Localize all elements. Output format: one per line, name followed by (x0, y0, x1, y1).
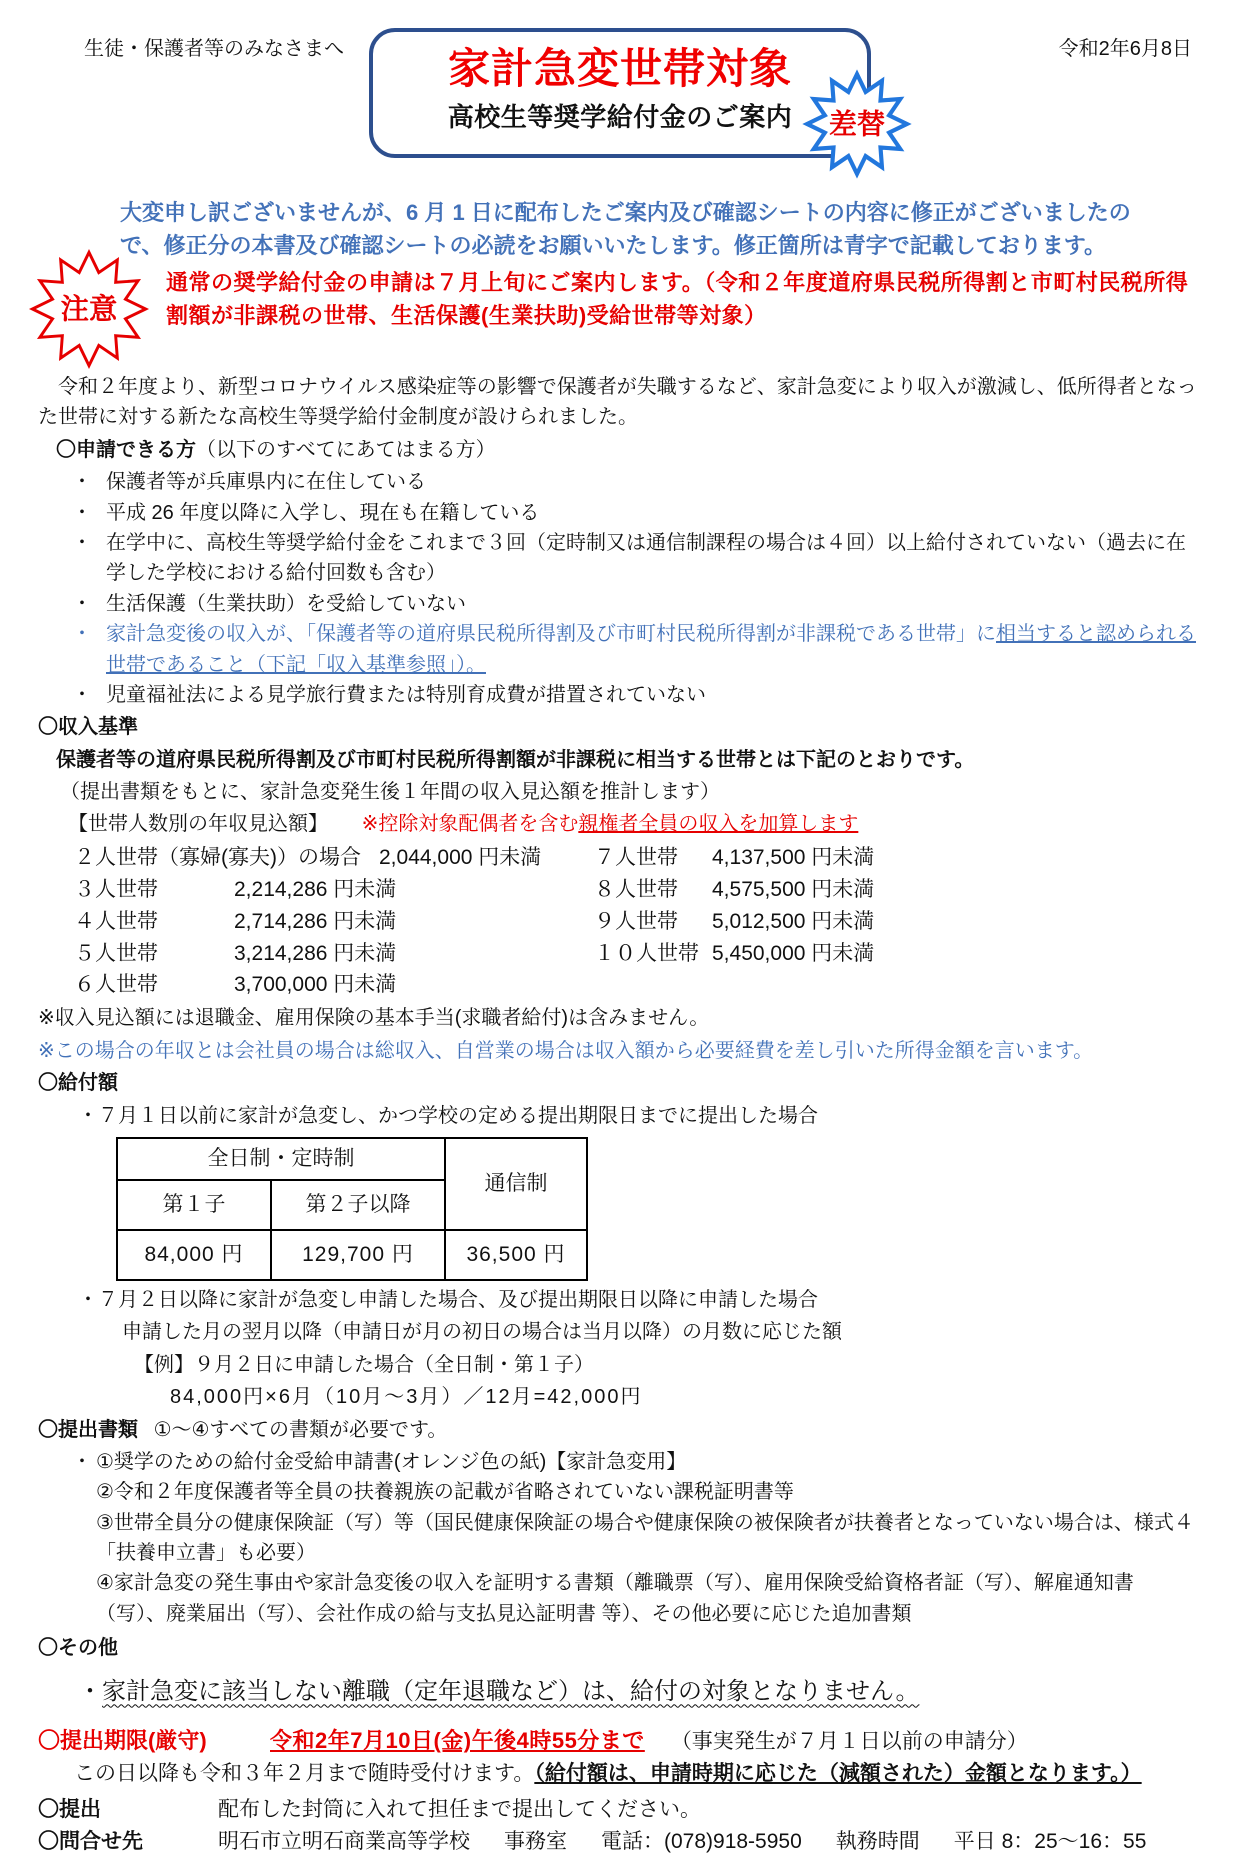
income-row-label: ６人世帯 (74, 973, 158, 997)
contact-office: 事務室 (504, 1829, 567, 1853)
income-row-amount: 4,137,500 円未満 (712, 845, 875, 869)
bullet-glyph: ・ (72, 683, 92, 706)
caution-text: 通常の奨学給付金の申請は７月上旬にご案内します。（令和２年度道府県民税所得割と市町村民税所得割額が非課税の世帯、生活保護(生業扶助)受給世帯等対象） (166, 270, 1189, 328)
eligibility-bullet-4-text: 生活保護（生業扶助）を受給していない (106, 592, 466, 615)
benefit-example-line1: 【例】９月２日に申請した場合（全日制・第１子） (134, 1353, 594, 1376)
eligibility-bullet-5 (72, 619, 1202, 680)
revision-badge-label: 差替 (828, 108, 886, 140)
income-lead: 保護者等の道府県民税所得割及び市町村民税所得割額が非課税に相当する世帯とは下記のとおりです。 (56, 748, 975, 771)
eligibility-bullet-5-text (106, 619, 1202, 680)
eligibility-bullet-2-text: 平成 26 年度以降に入学し、現在も在籍している (106, 501, 540, 524)
income-row-2 (74, 874, 1202, 906)
income-row-label: ８人世帯 (594, 877, 678, 901)
correction-notice: 大変申し訳ございませんが、6 月 1 日に配布したご案内及び確認シートの内容に修正がございましたので、修正分の本書及び確認シートの必読をお願いいたします。修正箇所は青字で記載しております。 (120, 200, 1131, 258)
eligibility-bullet-1-text: 保護者等が兵庫県内に在住している (106, 471, 426, 494)
submission-heading: 〇提出 (38, 1797, 101, 1821)
income-row-amount: 5,450,000 円未満 (712, 941, 875, 965)
income-row-amount: 3,700,000 円未満 (234, 973, 397, 997)
contact-row (38, 1826, 1202, 1858)
benefit-heading: 〇給付額 (38, 1072, 118, 1095)
documents-heading-line (38, 1415, 1202, 1445)
bullet-glyph: ・ (78, 1677, 102, 1705)
header (38, 28, 1202, 186)
bullet-glyph: ・ (72, 471, 92, 494)
bullet-glyph: ・ (72, 531, 92, 554)
income-row-amount: 2,044,000 円未満 (379, 845, 542, 869)
eligibility-heading-note: （以下のすべてにあてはまる方） (196, 438, 496, 461)
contact-school: 明石市立明石商業高等学校 (218, 1829, 470, 1853)
benefit-value-tsushin: 36,500 円 (445, 1230, 587, 1280)
contact-heading: 〇問合せ先 (38, 1829, 143, 1853)
income-row-amount: 5,012,500 円未満 (712, 909, 875, 933)
eligibility-heading-label: 〇申請できる方 (56, 438, 196, 461)
income-table (74, 842, 1202, 1002)
document-item-4 (72, 1568, 1202, 1629)
income-note-blue: ※この場合の年収とは会社員の場合は総収入、自営業の場合は収入額から必要経費を差し引いた所得金額を言います。 (38, 1039, 1094, 1062)
eligibility-bullet-3-text: 在学中に、高校生等奨学給付金をこれまで３回（定時制又は通信制課程の場合は４回）以上給付されていない（過去に在学した学校における給付回数も含む） (106, 531, 1186, 585)
contact-phone: 電話：(078)918-5950 (601, 1829, 802, 1853)
documents-heading-note: ①～④すべての書類が必要です。 (153, 1418, 448, 1441)
other-bullet-text: 家計急変に該当しない離職（定年退職など）は、給付の対象となりません。 (102, 1677, 920, 1705)
income-red-note-pre: ※控除対象配偶者を含む (361, 813, 579, 836)
income-row-amount: 2,714,286 円未満 (234, 909, 397, 933)
income-row-label: ７人世帯 (594, 845, 678, 869)
bullet-glyph: ・ (72, 623, 92, 646)
eligibility-bullet-5-underlined: 相当すると認められる世帯であること（下記「収入基準参照」）。 (106, 623, 1196, 676)
eligibility-bullet-4 (72, 589, 1202, 619)
income-row-label: ４人世帯 (74, 909, 158, 933)
benefit-col-child2: 第２子以降 (271, 1180, 445, 1230)
contact-hours: 平日 8：25～16：55 (953, 1829, 1147, 1853)
income-row-4 (74, 938, 1202, 970)
document-date: 令和2年6月8日 (1058, 38, 1192, 60)
benefit-amount-table (116, 1137, 588, 1281)
eligibility-bullet-5-pre: 家計急変後の収入が、「保護者等の道府県民税所得割及び市町村民税所得割が非課税である世帯」に (106, 623, 996, 646)
document-item-1 (72, 1447, 1202, 1477)
benefit-value-child2: 129,700 円 (271, 1230, 445, 1280)
deadline-heading: 〇提出期限(厳守) (38, 1728, 207, 1754)
benefit-col-tsushin: 通信制 (445, 1138, 587, 1230)
page-title: 家計急変世帯対象 (447, 45, 792, 92)
deadline-row (38, 1724, 1202, 1758)
audience-text: 生徒・保護者等のみなさまへ (84, 38, 344, 60)
income-row-label: ５人世帯 (74, 941, 158, 965)
income-row-1 (74, 842, 1202, 874)
caution-block (38, 266, 1202, 370)
eligibility-bullet-6-text: 児童福祉法による見学旅行費または特別育成費が措置されていない (106, 683, 706, 706)
benefit-col-group: 全日制・定時制 (117, 1138, 445, 1180)
deadline-line2 (74, 1758, 1202, 1790)
income-row-amount: 4,575,500 円未満 (712, 877, 875, 901)
income-note-black: ※収入見込額には退職金、雇用保険の基本手当(求職者給付)は含みません。 (38, 1007, 710, 1030)
eligibility-bullet-1 (72, 467, 1202, 497)
eligibility-heading (56, 435, 1202, 465)
page-subtitle: 高校生等奨学給付金のご案内 (447, 102, 793, 133)
caution-badge-label: 注意 (60, 293, 118, 326)
income-row-label: ２人世帯（寡婦(寡夫)）の場合 (74, 845, 361, 869)
other-heading: 〇その他 (38, 1637, 118, 1660)
bullet-glyph: ・ (72, 592, 92, 615)
income-row-3 (74, 906, 1202, 938)
bullet-glyph: ・ (72, 1450, 92, 1473)
eligibility-bullet-2 (72, 498, 1202, 528)
contact-hours-label: 執務時間 (835, 1829, 920, 1853)
deadline-date: 令和2年7月10日(金)午後4時55分まで (270, 1728, 645, 1754)
other-bullet (78, 1674, 1202, 1710)
document-item-4-text: ④家計急変の発生事由や家計急変後の収入を証明する書類（離職票（写）、雇用保険受給資格者証（写）、解雇通知書（写）、廃業届出（写）、会社作成の給与支払見込証明書 等）、その他必要に応じた追加書類 (96, 1572, 1134, 1625)
bullet-glyph (72, 1508, 96, 1569)
income-red-note-underlined: 親権者全員の収入を加算します (578, 813, 859, 836)
income-row-amount: 2,214,286 円未満 (234, 877, 397, 901)
benefit-case2-line1: ・７月２日以降に家計が急変し申請した場合、及び提出期限日以降に申請した場合 (78, 1288, 818, 1311)
contact-info (218, 1826, 1146, 1858)
bullet-glyph (72, 1568, 96, 1629)
benefit-example-line2: 84,000円×6月（10月～3月）／12月=42,000円 (170, 1386, 643, 1409)
bullet-glyph: ・ (72, 501, 92, 524)
income-label-line (68, 809, 1202, 839)
benefit-col-child1: 第１子 (117, 1180, 271, 1230)
income-row-label: １０人世帯 (594, 941, 699, 965)
income-row-amount: 3,214,286 円未満 (234, 941, 397, 965)
bullet-glyph (72, 1477, 96, 1507)
title-box (369, 28, 886, 158)
benefit-case1: ・７月１日以前に家計が急変し、かつ学校の定める提出期限日までに提出した場合 (78, 1104, 818, 1127)
benefit-case2-line2: 申請した月の翌月以降（申請日が月の初日の場合は当月以降）の月数に応じた額 (122, 1321, 842, 1344)
lead-paragraph: 令和２年度より、新型コロナウイルス感染症等の影響で保護者が失職するなど、家計急変により収入が激減し、低所得者となった世帯に対する新たな高校生等奨学給付金制度が設けられました。 (38, 376, 1197, 429)
document-item-3 (72, 1508, 1202, 1569)
income-row-5 (74, 969, 1202, 1001)
document-item-2 (72, 1477, 1202, 1507)
documents-heading: 〇提出書類 (38, 1418, 138, 1441)
deadline-note: （事実発生が７月１日以前の申請分） (670, 1730, 1028, 1754)
eligibility-bullet-6 (72, 680, 1202, 710)
income-row-label: ３人世帯 (74, 877, 158, 901)
revision-star-icon (805, 72, 909, 176)
income-label: 【世帯人数別の年収見込額】 (68, 813, 328, 836)
deadline-line2-bold: （給付額は、申請時期に応じた（減額された）金額となります。） (534, 1762, 1142, 1786)
eligibility-bullet-3 (72, 528, 1202, 589)
caution-star-icon (24, 250, 154, 368)
deadline-line2-pre: この日以降も令和３年２月まで随時受付けます。 (74, 1762, 535, 1786)
document-item-1-text: ①奨学のための給付金受給申請書(オレンジ色の紙)【家計急変用】 (96, 1450, 687, 1473)
submission-text: 配布した封筒に入れて担任まで提出してください。 (218, 1797, 701, 1821)
income-row-label: ９人世帯 (594, 909, 678, 933)
income-heading: 〇収入基準 (38, 716, 138, 739)
income-red-note (362, 813, 859, 835)
income-note: （提出書類をもとに、家計急変発生後１年間の収入見込額を推計します） (60, 781, 720, 804)
benefit-value-child1: 84,000 円 (117, 1230, 271, 1280)
document-item-2-text: ②令和２年度保護者等全員の扶養親族の記載が省略されていない課税証明書等 (96, 1481, 794, 1504)
document-item-3-text: ③世帯全員分の健康保険証（写）等（国民健康保険証の場合や健康保険の被保険者が扶養者となっていない場合は、様式４「扶養申立書」も必要） (96, 1511, 1194, 1565)
submission-row (38, 1794, 1202, 1826)
